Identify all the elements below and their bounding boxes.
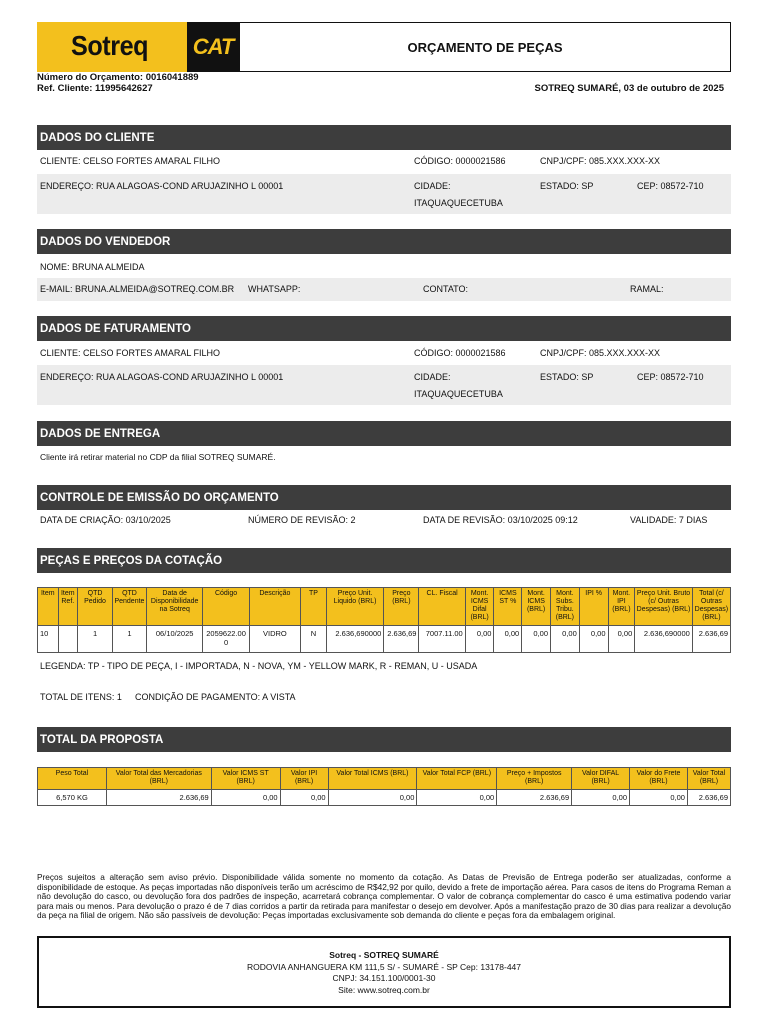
vendedor-name: NOME: BRUNA ALMEIDA — [40, 262, 145, 272]
cell-item-ref — [58, 626, 78, 653]
section-vendedor-header: DADOS DO VENDEDOR — [37, 229, 731, 254]
payment-condition: CONDIÇÃO DE PAGAMENTO: A VISTA — [135, 692, 296, 702]
cell-difal: 0,00 — [572, 790, 630, 806]
footer-title: Sotreq - SOTREQ SUMARÉ — [329, 950, 439, 960]
entrega-row — [37, 452, 731, 466]
col-header: ICMS ST % — [494, 588, 522, 626]
col-header: Valor Total ICMS (BRL) — [328, 768, 417, 790]
revision-number: NÚMERO DE REVISÃO: 2 — [248, 515, 356, 525]
disclaimer-text: Preços sujeitos a alteração sem aviso prévio. Disponibilidade válida somente no momento da cotação. As Datas de Previsão de Entrega poderão ser atualizadas, conforme a disponibilidade de estoque. As peças importadas não disponíveis terão um acréscimo de R$42,92 por quilo, devido a frete de importação aérea. Para casos de itens do Programa Reman a não devolução do casco, ou devolução fora dos padrões de inspeção, acarretará cobrança complementar. O valor de cobrança complementar do casco é uma estimativa podendo variar para mais ou menos. Para devolução o prazo é de 7 dias corridos a partir da retirada para manifestar o desejo em devolver. Após a manifestação prazo de 30 dias para realizar a devolução da peça na filial de origem. Não são passíveis de devolução: Peças importadas exclusivamente sob demanda do cliente e peças fora da embalagem original. — [37, 872, 731, 921]
col-header: Valor DIFAL (BRL) — [572, 768, 630, 790]
cell-valor-total: 2.636,69 — [687, 790, 730, 806]
vendedor-row-2 — [37, 278, 731, 301]
cell-ipi: 0,00 — [608, 626, 635, 653]
cell-icms: 0,00 — [522, 626, 551, 653]
col-header: Preço Unit. Liquido (BRL) — [326, 588, 384, 626]
cell-preco-impostos: 2.636,69 — [497, 790, 572, 806]
col-header: Preço (BRL) — [384, 588, 419, 626]
cliente-code: CÓDIGO: 0000021586 — [414, 156, 506, 166]
col-header: Item Ref. — [58, 588, 78, 626]
col-header: Valor IPI (BRL) — [280, 768, 328, 790]
cell-fcp: 0,00 — [417, 790, 497, 806]
col-header: Mont. ICMS Difal (BRL) — [465, 588, 494, 626]
controle-row — [37, 515, 731, 529]
cell-ipi: 0,00 — [280, 790, 328, 806]
cell-icms-st: 0,00 — [211, 790, 280, 806]
cliente-city-label: CIDADE: — [414, 181, 451, 191]
cell-tp: N — [301, 626, 327, 653]
faturamento-client: CLIENTE: CELSO FORTES AMARAL FILHO — [40, 348, 221, 358]
cliente-cnpj: CNPJ/CPF: 085.XXX.XXX-XX — [540, 156, 661, 166]
vendedor-contato: CONTATO: — [423, 284, 468, 294]
cell-mercadorias: 2.636,69 — [106, 790, 211, 806]
proposal-header-row — [38, 768, 731, 790]
cell-total: 2.636,69 — [692, 626, 730, 653]
cell-icms-total: 0,00 — [328, 790, 417, 806]
col-header: Preço Unit. Bruto (c/ Outras Despesas) (BRL) — [635, 588, 693, 626]
col-header: TP — [301, 588, 327, 626]
faturamento-state: ESTADO: SP — [540, 372, 594, 382]
faturamento-code: CÓDIGO: 0000021586 — [414, 348, 506, 358]
section-pecas-header: PEÇAS E PREÇOS DA COTAÇÃO — [37, 548, 731, 573]
cell-qtd-pedido: 1 — [78, 626, 113, 653]
sotreq-logo — [37, 22, 239, 72]
col-header: Valor ICMS ST (BRL) — [211, 768, 280, 790]
parts-header-row — [38, 588, 731, 626]
col-header: Código — [203, 588, 249, 626]
cell-ipi-pct: 0,00 — [579, 626, 608, 653]
total-items: TOTAL DE ITENS: 1 — [40, 692, 122, 702]
col-header: Data de Disponibilidade na Sotreq — [146, 588, 203, 626]
cell-preco-liquido: 2.636,690000 — [326, 626, 384, 653]
cell-cl-fiscal: 7007.11.00 — [419, 626, 465, 653]
cliente-name: CLIENTE: CELSO FORTES AMARAL FILHO — [40, 156, 221, 166]
document-title: ORÇAMENTO DE PEÇAS — [239, 22, 731, 72]
section-entrega-header: DADOS DE ENTREGA — [37, 421, 731, 446]
cell-qtd-pendente: 1 — [113, 626, 147, 653]
entrega-text: Cliente irá retirar material no CDP da filial SOTREQ SUMARÉ. — [40, 452, 276, 462]
vendedor-whatsapp: WHATSAPP: — [248, 284, 301, 294]
col-header: Mont. Subs. Tribu. (BRL) — [551, 588, 580, 626]
faturamento-city: ITAQUAQUECETUBA — [414, 389, 503, 399]
totals-row — [37, 692, 731, 706]
cliente-row-2 — [37, 174, 731, 214]
col-header: Valor Total das Mercadorias (BRL) — [106, 768, 211, 790]
legend-text: LEGENDA: TP - TIPO DE PEÇA, I - IMPORTADA, N - NOVA, YM - YELLOW MARK, R - REMAN, U - USADA — [40, 661, 478, 671]
cell-preco: 2.636,69 — [384, 626, 419, 653]
cell-frete: 0,00 — [630, 790, 688, 806]
faturamento-cep: CEP: 08572-710 — [637, 372, 704, 382]
col-header: Total (c/ Outras Despesas) (BRL) — [692, 588, 730, 626]
location-date: SOTREQ SUMARÉ, 03 de outubro de 2025 — [534, 83, 724, 94]
cell-data: 06/10/2025 — [146, 626, 203, 653]
proposal-table — [37, 767, 731, 806]
faturamento-address: ENDEREÇO: RUA ALAGOAS-COND ARUJAZINHO L 00001 — [40, 372, 284, 382]
legend-row — [37, 661, 731, 675]
quote-number: Número do Orçamento: 0016041889 — [37, 72, 199, 83]
client-ref: Ref. Cliente: 11995642627 — [37, 83, 153, 94]
cliente-row-1 — [37, 150, 731, 174]
faturamento-row-1 — [37, 341, 731, 365]
col-header: Item — [38, 588, 59, 626]
col-header: CL. Fiscal — [419, 588, 465, 626]
cell-peso: 6,570 KG — [38, 790, 107, 806]
section-cliente-header: DADOS DO CLIENTE — [37, 125, 731, 150]
section-faturamento-header: DADOS DE FATURAMENTO — [37, 316, 731, 341]
cell-item: 10 — [38, 626, 59, 653]
section-proposta-header: TOTAL DA PROPOSTA — [37, 727, 731, 752]
faturamento-city-label: CIDADE: — [414, 372, 451, 382]
footer-site-link[interactable]: Site: www.sotreq.com.br — [338, 984, 430, 995]
col-header: Valor Total (BRL) — [687, 768, 730, 790]
col-header: QTD Pedido — [78, 588, 113, 626]
creation-date: DATA DE CRIAÇÃO: 03/10/2025 — [40, 515, 171, 525]
cell-icms-difal: 0,00 — [465, 626, 494, 653]
cat-logo-text: CAT — [192, 34, 234, 59]
cell-descricao: VIDRO — [249, 626, 300, 653]
col-header: Preço + Impostos (BRL) — [497, 768, 572, 790]
footer-address: RODOVIA ANHANGUERA KM 111,5 S/ - SUMARÉ - SP Cep: 13178-447 — [247, 961, 521, 972]
vendedor-email: E-MAIL: BRUNA.ALMEIDA@SOTREQ.COM.BR — [40, 284, 235, 294]
cell-preco-bruto: 2.636,690000 — [635, 626, 693, 653]
cell-subs-tribu: 0,00 — [551, 626, 580, 653]
cell-icms-st: 0,00 — [494, 626, 522, 653]
revision-date: DATA DE REVISÃO: 03/10/2025 09:12 — [423, 515, 578, 525]
vendedor-row-1 — [37, 254, 731, 278]
cliente-cep: CEP: 08572-710 — [637, 181, 704, 191]
col-header: Mont. IPI (BRL) — [608, 588, 635, 626]
footer — [37, 936, 731, 1008]
col-header: Valor Total FCP (BRL) — [417, 768, 497, 790]
col-header: Mont. ICMS (BRL) — [522, 588, 551, 626]
faturamento-cnpj: CNPJ/CPF: 085.XXX.XXX-XX — [540, 348, 661, 358]
cell-codigo: 2059622.00 0 — [203, 626, 249, 653]
cliente-address: ENDEREÇO: RUA ALAGOAS-COND ARUJAZINHO L 00001 — [40, 181, 284, 191]
parts-table — [37, 587, 731, 653]
table-row — [38, 626, 731, 653]
col-header: Descrição — [249, 588, 300, 626]
quote-meta — [37, 72, 199, 94]
vendedor-ramal: RAMAL: — [630, 284, 664, 294]
cliente-state: ESTADO: SP — [540, 181, 594, 191]
col-header: QTD Pendente — [113, 588, 147, 626]
col-header: Peso Total — [38, 768, 107, 790]
faturamento-row-2 — [37, 365, 731, 405]
cat-logo — [187, 22, 239, 72]
validity: VALIDADE: 7 DIAS — [630, 515, 708, 525]
col-header: Valor do Frete (BRL) — [630, 768, 688, 790]
table-row — [38, 790, 731, 806]
section-controle-header: CONTROLE DE EMISSÃO DO ORÇAMENTO — [37, 485, 731, 510]
col-header: IPI % — [579, 588, 608, 626]
footer-cnpj: CNPJ: 34.151.100/0001-30 — [332, 973, 436, 983]
cliente-city: ITAQUAQUECETUBA — [414, 198, 503, 208]
brand-name: Sotreq — [71, 30, 149, 61]
